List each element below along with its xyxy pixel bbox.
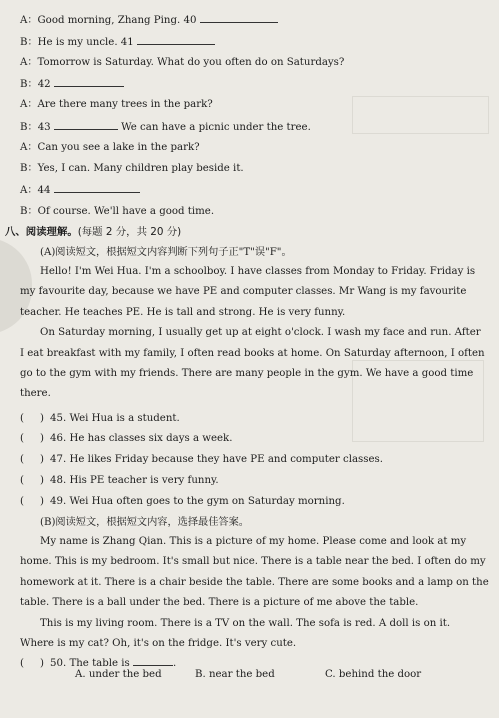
answer-paren[interactable]: ( [20, 413, 24, 424]
mc-option[interactable]: A. under the bed [75, 669, 162, 680]
dialogue-line: B：42 [20, 77, 124, 91]
passage-line: my favourite day, because we have PE and computer classes. Mr Wang is my favourite [20, 286, 467, 298]
tf-question: ( ) 47. He likes Friday because they have PE and computer classes. [20, 454, 384, 465]
exam-page: A：Good morning, Zhang Ping. 40 B：He is my uncle. 41 A：Tomorrow is Saturday. What do you often do on Saturdays? B：42 A：Are there many trees in the park? B：43 We can have a picnic under the tree. A：Can you see a lake in the park? B：Yes, I can. Many children play beside it. A：44 B：Of course. We'll have a good time. 八、阅读理解。(每题 2 分，共 20 分) (A)阅读短文，根据短文内容判断下列句子正"T"误"F"。 Hello! I'm Wei Hua. I'm a schoolboy. I have classes from Monday to Friday. Friday is my favourite day, because we have PE and computer classes. Mr Wang is my favourite teacher. He teaches PE. He is tall and strong. He is very funny. On Saturday morning, I usually get up at eight o'clock. I wash my face and run. After I eat breakfast with my family, I often read books at home. On Saturday afternoon, I often go to the gym with my friends. There are many people in the gym. We have a good time there. ( ) 45. Wei Hua is a student. ( ) 46. He has classes six days a week. ( ) 47. He likes Friday because they have PE and computer classes. ( ) 48. His PE teacher is very funny. ( ) 49. Wei Hua often goes to the gym on Saturday morning. (B)阅读短文，根据短文内容，选择最佳答案。 My name is Zhang Qian. This is a picture of my home. Please come and look at my home. This is my bedroom. It's small but nice. There is a table near the bed. I often do my homework at it. There is a chair beside the table. There are some books and a lamp on the table. There is a ball under the bed. There is a picture of me above the table. This is my living room. There is a TV on the wall. The sofa is red. A doll is on it. Where is my cat? Oh, it's on the fridge. It's very cute. ( ) 50. The table is . A. under the bed B. near the bed C. behind the door [0, 0, 499, 718]
passage-line: home. This is my bedroom. It's small but nice. There is a table near the bed. I often do my [20, 556, 486, 568]
answer-blank[interactable] [133, 656, 173, 666]
tf-question: ( ) 48. His PE teacher is very funny. [20, 475, 219, 486]
passage-line: teacher. He teaches PE. He is tall and strong. He is very funny. [20, 306, 346, 318]
passage-line: Hello! I'm Wei Hua. I'm a schoolboy. I have classes from Monday to Friday. Friday is [40, 266, 476, 277]
tf-question: ( ) 45. Wei Hua is a student. [20, 413, 180, 424]
dialogue-line: A：Can you see a lake in the park? [20, 142, 200, 153]
passage-b [20, 532, 488, 654]
section-heading: 八、阅读理解。(每题 2 分，共 20 分) [5, 226, 182, 238]
dialogue-line: B：Of course. We'll have a good time. [20, 206, 215, 217]
dialogue-line: A：Are there many trees in the park? [20, 99, 213, 110]
passage-line: On Saturday morning, I usually get up at eight o'clock. I wash my face and run. After [40, 327, 481, 339]
answer-paren[interactable]: ( [20, 475, 24, 486]
answer-blank[interactable] [54, 77, 124, 87]
passage-line: table. There is a ball under the bed. There is a picture of me above the table. [20, 597, 419, 609]
answer-paren[interactable]: ( [20, 454, 24, 465]
passage-line: there. [20, 388, 51, 400]
passage-line: This is my living room. There is a TV on the wall. The sofa is red. A doll is on it. [40, 617, 451, 629]
passage-a [20, 262, 488, 405]
passage-line: homework at it. There is a chair beside the table. There are some books and a lamp on the [20, 576, 489, 588]
passage-line: go to the gym with my friends. There are many people in the gym. We have a good time [20, 368, 474, 380]
mc-option[interactable]: C. behind the door [325, 669, 422, 680]
passage-line: Where is my cat? Oh, it's on the fridge. It's very cute. [20, 638, 297, 650]
part-b-instruction: (B)阅读短文，根据短文内容，选择最佳答案。 [40, 517, 249, 528]
passage-line: I eat breakfast with my family, I often read books at home. On Saturday afternoon, I often [20, 347, 485, 359]
dialogue-line: A：Good morning, Zhang Ping. 40 [20, 13, 278, 27]
answer-paren[interactable]: ( [20, 433, 24, 444]
dialogue-line: B：43 We can have a picnic under the tree. [20, 122, 311, 133]
dialogue-line: A：44 [20, 183, 140, 197]
tf-question: ( ) 46. He has classes six days a week. [20, 433, 233, 444]
answer-blank[interactable] [200, 13, 278, 23]
bleed-through-box [352, 96, 489, 134]
answer-blank[interactable] [54, 120, 118, 130]
answer-paren[interactable]: ( [20, 496, 24, 507]
part-a-instruction: (A)阅读短文，根据短文内容判断下列句子正"T"误"F"。 [40, 247, 292, 258]
answer-paren[interactable]: ( [20, 658, 24, 669]
answer-blank[interactable] [137, 35, 215, 45]
passage-line: My name is Zhang Qian. This is a picture of my home. Please come and look at my [40, 536, 467, 547]
tf-question: ( ) 49. Wei Hua often goes to the gym on Saturday morning. [20, 496, 345, 507]
dialogue-line: A：Tomorrow is Saturday. What do you often do on Saturdays? [20, 57, 345, 68]
dialogue-line: B：Yes, I can. Many children play beside it. [20, 163, 244, 174]
dialogue-line: B：He is my uncle. 41 [20, 35, 215, 49]
answer-blank[interactable] [54, 183, 140, 193]
mc-option[interactable]: B. near the bed [195, 669, 275, 680]
